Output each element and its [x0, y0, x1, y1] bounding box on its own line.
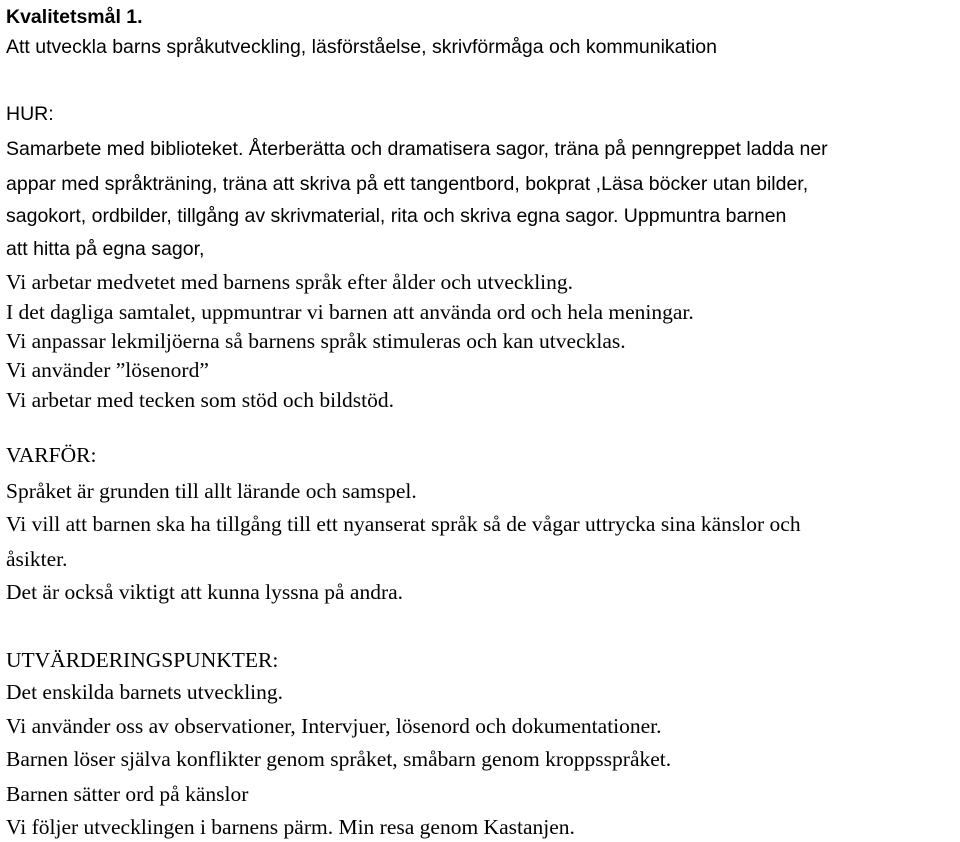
varfor-line: Vi vill att barnen ska ha tillgång till ett nyanserat språk så de vågar uttrycka sina känslor och	[6, 512, 801, 536]
varfor-heading: VARFÖR:	[6, 443, 97, 467]
hur-line: sagokort, ordbilder, tillgång av skrivmaterial, rita och skriva egna sagor. Uppmuntra barnen	[6, 205, 787, 227]
varfor-line: Det är också viktigt att kunna lyssna på andra.	[6, 580, 404, 604]
page-subtitle: Att utveckla barns språkutveckling, läsförståelse, skrivförmåga och kommunikation	[6, 36, 717, 58]
hur-line: appar med språkträning, träna att skriva på ett tangentbord, bokprat ,Läsa böcker utan bilder,	[6, 173, 809, 195]
page-title: Kvalitetsmål 1.	[6, 6, 143, 28]
utvardering-line: Det enskilda barnets utveckling.	[6, 680, 284, 704]
utvardering-line: Barnen löser själva konflikter genom språket, småbarn genom kroppsspråket.	[6, 747, 672, 771]
utvardering-line: Barnen sätter ord på känslor	[6, 782, 249, 806]
hur-line: Vi arbetar med tecken som stöd och bildstöd.	[6, 388, 395, 412]
hur-line: I det dagliga samtalet, uppmuntrar vi barnen att använda ord och hela meningar.	[6, 300, 694, 324]
utvardering-line: Vi följer utvecklingen i barnens pärm. Min resa genom Kastanjen.	[6, 815, 575, 839]
hur-line: Samarbete med biblioteket. Återberätta och dramatisera sagor, träna på penngreppet ladda ner	[6, 138, 828, 160]
hur-line: Vi använder ”lösenord”	[6, 358, 209, 382]
varfor-line: åsikter.	[6, 547, 68, 571]
hur-line: att hitta på egna sagor,	[6, 238, 205, 260]
varfor-line: Språket är grunden till allt lärande och samspel.	[6, 479, 417, 503]
hur-heading: HUR:	[6, 103, 54, 125]
hur-line: Vi anpassar lekmiljöerna så barnens språk stimuleras och kan utvecklas.	[6, 329, 626, 353]
hur-line: Vi arbetar medvetet med barnens språk efter ålder och utveckling.	[6, 270, 574, 294]
utvardering-line: Vi använder oss av observationer, Intervjuer, lösenord och dokumentationer.	[6, 714, 662, 738]
utvardering-heading: UTVÄRDERINGSPUNKTER:	[6, 648, 279, 672]
